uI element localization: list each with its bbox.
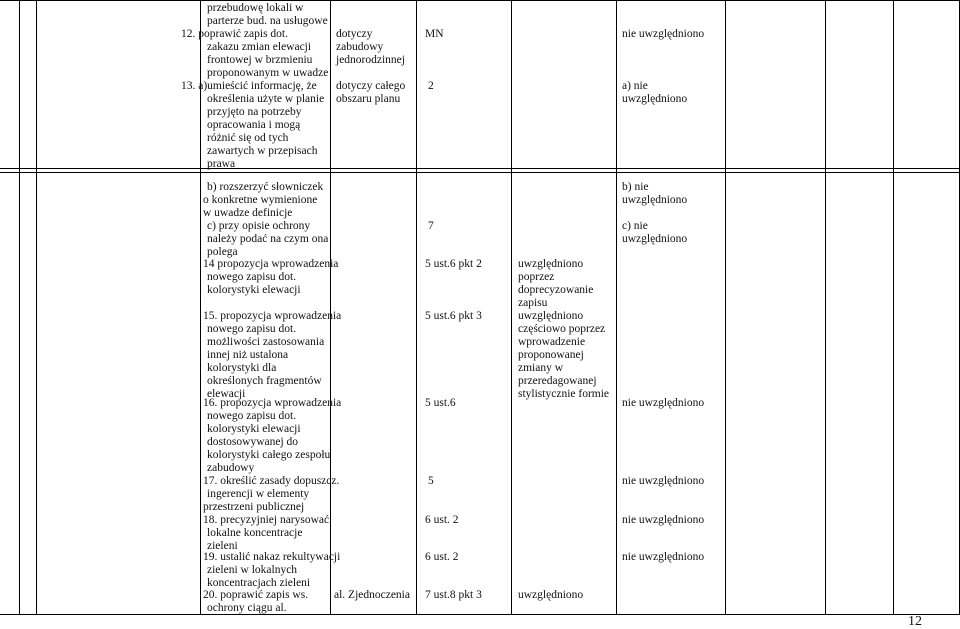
plan-cell: 5 ust.6 pkt 3 [425,310,482,322]
text-line: przebudowę lokali w [207,2,304,14]
decision-cell [622,181,687,207]
result-cell [518,258,593,310]
item-15 [203,310,342,401]
grid-line [0,172,960,173]
text-line: określenia użyte w planie [207,93,325,105]
result-cell: uwzględniono [518,589,584,601]
text-line: o konkretne wymienione [203,194,318,206]
text-line: 20. poprawić zapis ws. [203,589,309,601]
grid-line [725,0,726,614]
text-line: stylistycznie formie [518,388,610,400]
text-line: 14 propozycja wprowadzenia [203,258,339,270]
item-c [207,220,328,259]
text-line: 18. precyzyjniej narysować [203,514,330,526]
text-line: kolorystyki całego zespołu [207,449,331,461]
decision-cell: nie uwzględniono [622,551,705,563]
text-line: nowego zapisu dot. [207,271,297,283]
text-line: zawartych w przepisach [207,145,318,157]
plan-cell: 5 ust.6 [425,397,456,409]
item-16 [203,397,342,475]
text-line: elewacji [207,388,246,400]
text-line: kolorystyki elewacji [207,284,301,296]
text-line: zabudowy [336,41,384,53]
text-line: uwzględniono [518,310,584,322]
decision-cell [622,80,687,106]
text-line: zieleni w lokalnych [207,564,298,576]
grid-line [416,0,417,614]
plan-cell: 5 ust.6 pkt 2 [425,258,482,270]
text-line: zakazu zmian elewacji [207,41,312,53]
text-line: uwzględniono [622,194,688,206]
text-line: ochrony ciągu al. [207,602,287,614]
text-line: obszaru planu [336,93,401,105]
text-line: kolorystyki elewacji [207,423,301,435]
text-line: dotyczy całego [336,80,406,92]
text-line: 16. propozycja wprowadzenia [203,397,342,409]
text-line: b) rozszerzyć słowniczek [207,181,324,193]
text-line: koncentracjach zieleni [207,577,311,589]
text-line: należy podać na czym ona [207,233,329,245]
text-line: 15. propozycja wprowadzenia [203,310,342,322]
text-line: zapisu [518,297,548,309]
grid-line [0,168,960,169]
text-line: proponowanej [518,349,584,361]
grid-line [825,0,826,614]
text-line: c) nie [622,220,648,232]
decision-cell: nie uwzględniono [622,475,705,487]
text-line: przyjęto na potrzeby [207,106,302,118]
grid-line [616,0,617,614]
decision-cell: nie uwzględniono [622,397,705,409]
grid-line [0,614,960,615]
text-line: uwzględniono [622,233,688,245]
result-cell [518,310,609,401]
text-line: prawa [207,158,236,170]
text-line: nowego zapisu dot. [207,410,297,422]
grid-line [893,0,894,614]
item-text-12-13 [181,2,329,171]
text-line: uwzględniono [518,258,584,270]
item-14 [203,258,339,297]
text-line: a) nie [622,80,648,92]
text-line: uwzględniono [622,93,688,105]
text-line: poprzez [518,271,555,283]
text-line: polega [207,246,238,258]
text-line: 17. określić zasady dopuszcz. [203,475,340,487]
text-line: określonych fragmentów [207,375,322,387]
plan-cell: 6 ust. 2 [425,514,459,526]
decision-cell [622,220,687,246]
text-line: ingerencji w elementy [207,488,310,500]
text-line: dostosowywanej do [207,436,299,448]
text-line: lokalne koncentracje [207,527,303,539]
grid-line [36,0,37,614]
plan-cell: 2 [428,80,434,92]
text-line: zabudowy [207,462,255,474]
text-line: przestrzeni publicznej [203,501,305,513]
text-line: b) nie [622,181,649,193]
item-18 [203,514,330,553]
plan-cell: 5 [428,475,434,487]
decision-cell: nie uwzględniono [622,514,705,526]
text-line: 19. ustalić nakaz rekultywacji [203,551,341,563]
text-line: c) przy opisie ochrony [207,220,311,232]
text-line: częściowo poprzez [518,323,606,335]
plan-cell: MN [425,28,444,40]
text-line: doprecyzowanie [518,284,594,296]
item-19 [203,551,341,590]
text-line: opracowania i mogą [207,119,301,131]
text-line: 13. a)umieścić informację, że [181,80,317,92]
grid-line [330,0,331,614]
item-17 [203,475,340,514]
decision-cell: nie uwzględniono [622,28,705,40]
text-line: możliwości zastosowania [207,336,325,348]
grid-line [0,0,960,1]
area-cell [336,80,405,106]
area-cell [336,28,405,67]
text-line: dotyczy [336,28,373,40]
page-number: 12 [908,614,922,629]
text-line: proponowanym w uwadze [207,67,329,79]
text-line: 12. poprawić zapis dot. [181,28,288,40]
text-line: jednorodzinnej [336,54,405,66]
plan-cell: 6 ust. 2 [425,551,459,563]
plan-cell: 7 [428,220,434,232]
text-line: frontowej w brzmieniu [207,54,313,66]
text-line: kolorystyki dla [207,362,277,374]
text-line: innej niż ustalona [207,349,289,361]
text-line: zieleni [207,540,238,552]
grid-line [19,0,20,614]
text-line: nowego zapisu dot. [207,323,297,335]
text-line: wprowadzenie [518,336,586,348]
grid-line [511,0,512,614]
area-cell: al. Zjednoczenia [334,589,410,601]
text-line: zmiany w [518,362,564,374]
text-line: przeredagowanej [518,375,597,387]
item-20 [203,589,309,615]
item-b [203,181,324,220]
plan-cell: 7 ust.8 pkt 3 [425,589,482,601]
text-line: parterze bud. na usługowe [207,15,328,27]
text-line: w uwadze definicje [203,207,293,219]
text-line: różnić się od tych [207,132,289,144]
